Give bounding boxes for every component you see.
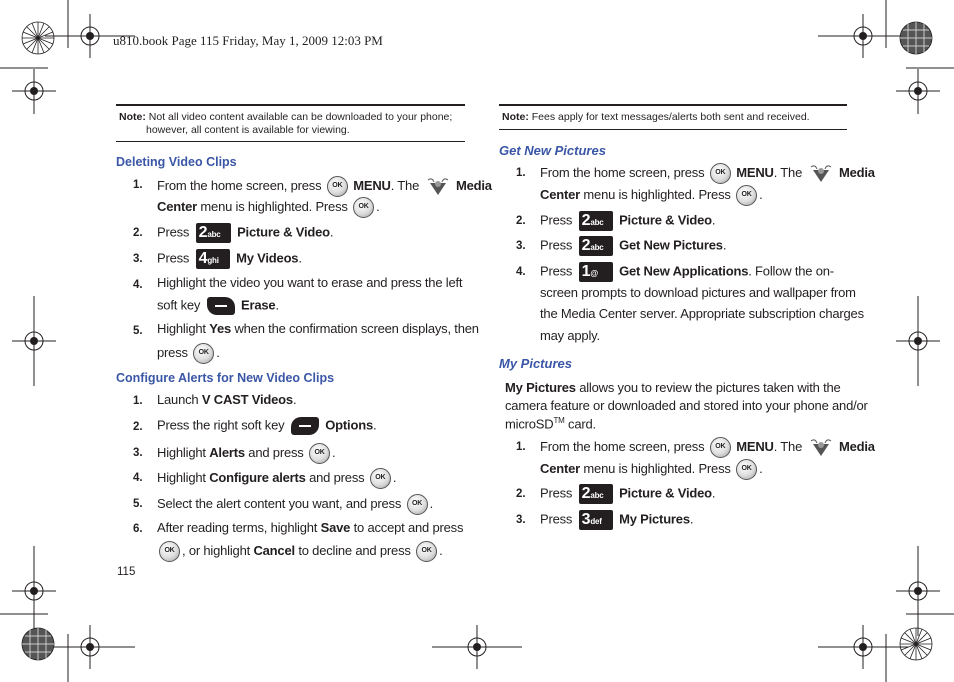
- section-heading-get-new-pictures: Get New Pictures: [499, 143, 606, 158]
- page-number: 115: [117, 566, 136, 578]
- step-number: 6.: [133, 523, 143, 535]
- step-text: From the home screen, press OK MENU. The Media: [540, 437, 875, 458]
- step-number: 2.: [133, 421, 143, 433]
- step-number: 1.: [516, 167, 526, 179]
- step-number: 3.: [516, 514, 526, 526]
- step-number: 1.: [516, 441, 526, 453]
- paragraph-line: microSD™ card.: [505, 416, 596, 432]
- step-text: Highlight Configure alerts and press OK .: [157, 468, 396, 489]
- step-text: After reading terms, highlight Save to accept and press: [157, 520, 464, 535]
- step-text-cont: press OK .: [157, 343, 220, 364]
- key-1-at-icon: 1@: [579, 262, 613, 282]
- step-text: Press 2abc Picture & Video.: [540, 485, 716, 502]
- key-2-abc-icon: 2abc: [579, 484, 613, 504]
- left-note-top-rule: [116, 104, 465, 106]
- step-text: Press 2abc Get New Pictures.: [540, 237, 727, 254]
- step-text: Launch V CAST Videos.: [157, 392, 297, 407]
- media-center-icon: [809, 438, 833, 458]
- paragraph-line: camera feature or downloaded and stored into your phone and/or: [505, 398, 868, 413]
- page-header: u810.book Page 115 Friday, May 1, 2009 12:03 PM: [113, 33, 383, 48]
- step-number: 4.: [133, 279, 143, 291]
- step-number: 4.: [516, 266, 526, 278]
- step-text: Press 4ghi My Videos.: [157, 250, 302, 267]
- left-note: [119, 111, 459, 137]
- step-text-cont: soft key Erase.: [157, 297, 279, 315]
- step-number: 3.: [516, 240, 526, 252]
- step-text: Press 3def My Pictures.: [540, 511, 694, 528]
- step-text-cont: Center menu is highlighted. Press OK .: [540, 459, 763, 480]
- step-number: 3.: [133, 253, 143, 265]
- step-text-cont: Center menu is highlighted. Press OK .: [157, 197, 380, 218]
- ok-key-icon: OK: [193, 343, 214, 364]
- ok-key-icon: OK: [159, 541, 180, 562]
- ok-key-icon: OK: [710, 163, 731, 184]
- step-text: Press 2abc Picture & Video.: [540, 212, 716, 229]
- note-text-2: however, all content is available for viewing.: [146, 124, 350, 136]
- step-text: From the home screen, press OK MENU. The Media: [540, 163, 875, 184]
- right-note-top-rule: [499, 104, 847, 106]
- step-text-cont: may apply.: [540, 328, 600, 343]
- step-text: Press 2abc Picture & Video.: [157, 224, 334, 241]
- ok-key-icon: OK: [353, 197, 374, 218]
- right-note-bottom-rule: [499, 129, 847, 130]
- key-3-def-icon: 3def: [579, 510, 613, 530]
- ok-key-icon: OK: [416, 541, 437, 562]
- step-number: 1.: [133, 395, 143, 407]
- step-text: From the home screen, press OK MENU. The Media: [157, 176, 492, 197]
- step-number: 5.: [133, 325, 143, 337]
- ok-key-icon: OK: [370, 468, 391, 489]
- ok-key-icon: OK: [407, 494, 428, 515]
- step-number: 5.: [133, 498, 143, 510]
- note-text-1: Not all video content available can be downloaded to your phone;: [148, 111, 453, 123]
- paragraph-line: My Pictures allows you to review the pictures taken with the: [505, 380, 841, 395]
- step-text-cont: the Media Center server. Appropriate subscription charges: [540, 306, 864, 321]
- key-2-abc-icon: 2abc: [579, 211, 613, 231]
- key-2-abc-icon: 2abc: [196, 223, 231, 243]
- step-text: Highlight the video you want to erase and press the left: [157, 275, 463, 290]
- note-label: Note:: [502, 111, 529, 123]
- step-number: 2.: [133, 227, 143, 239]
- media-center-icon: [809, 164, 833, 184]
- step-text: Highlight Yes when the confirmation screen displays, then: [157, 321, 479, 336]
- right-note: [502, 111, 847, 124]
- step-number: 2.: [516, 488, 526, 500]
- step-text-cont: screen prompts to download pictures and wallpaper from: [540, 285, 856, 300]
- media-center-icon: [426, 177, 450, 197]
- step-text: Press 1@ Get New Applications. Follow the on-: [540, 263, 834, 280]
- key-4-ghi-icon: 4ghi: [196, 249, 230, 269]
- step-text-cont: Center menu is highlighted. Press OK .: [540, 185, 763, 206]
- section-heading-my-pictures: My Pictures: [499, 356, 572, 371]
- note-label: Note:: [119, 111, 146, 123]
- step-number: 1.: [133, 179, 143, 191]
- left-note-bottom-rule: [116, 141, 465, 142]
- step-text: Select the alert content you want, and press OK .: [157, 494, 433, 515]
- step-number: 2.: [516, 215, 526, 227]
- section-heading-deleting-video-clips: Deleting Video Clips: [116, 155, 237, 169]
- step-number: 3.: [133, 447, 143, 459]
- note-text: Fees apply for text messages/alerts both sent and received.: [531, 111, 810, 123]
- ok-key-icon: OK: [309, 443, 330, 464]
- ok-key-icon: OK: [736, 185, 757, 206]
- ok-key-icon: OK: [327, 176, 348, 197]
- step-text: Highlight Alerts and press OK .: [157, 443, 335, 464]
- ok-key-icon: OK: [736, 459, 757, 480]
- key-2-abc-icon: 2abc: [579, 236, 613, 256]
- ok-key-icon: OK: [710, 437, 731, 458]
- right-soft-key-icon: [291, 417, 319, 435]
- left-soft-key-icon: [207, 297, 235, 315]
- step-text: Press the right soft key Options.: [157, 417, 376, 435]
- step-text-cont: OK , or highlight Cancel to decline and press OK .: [157, 541, 443, 562]
- section-heading-configure-alerts: Configure Alerts for New Video Clips: [116, 371, 335, 385]
- step-number: 4.: [133, 472, 143, 484]
